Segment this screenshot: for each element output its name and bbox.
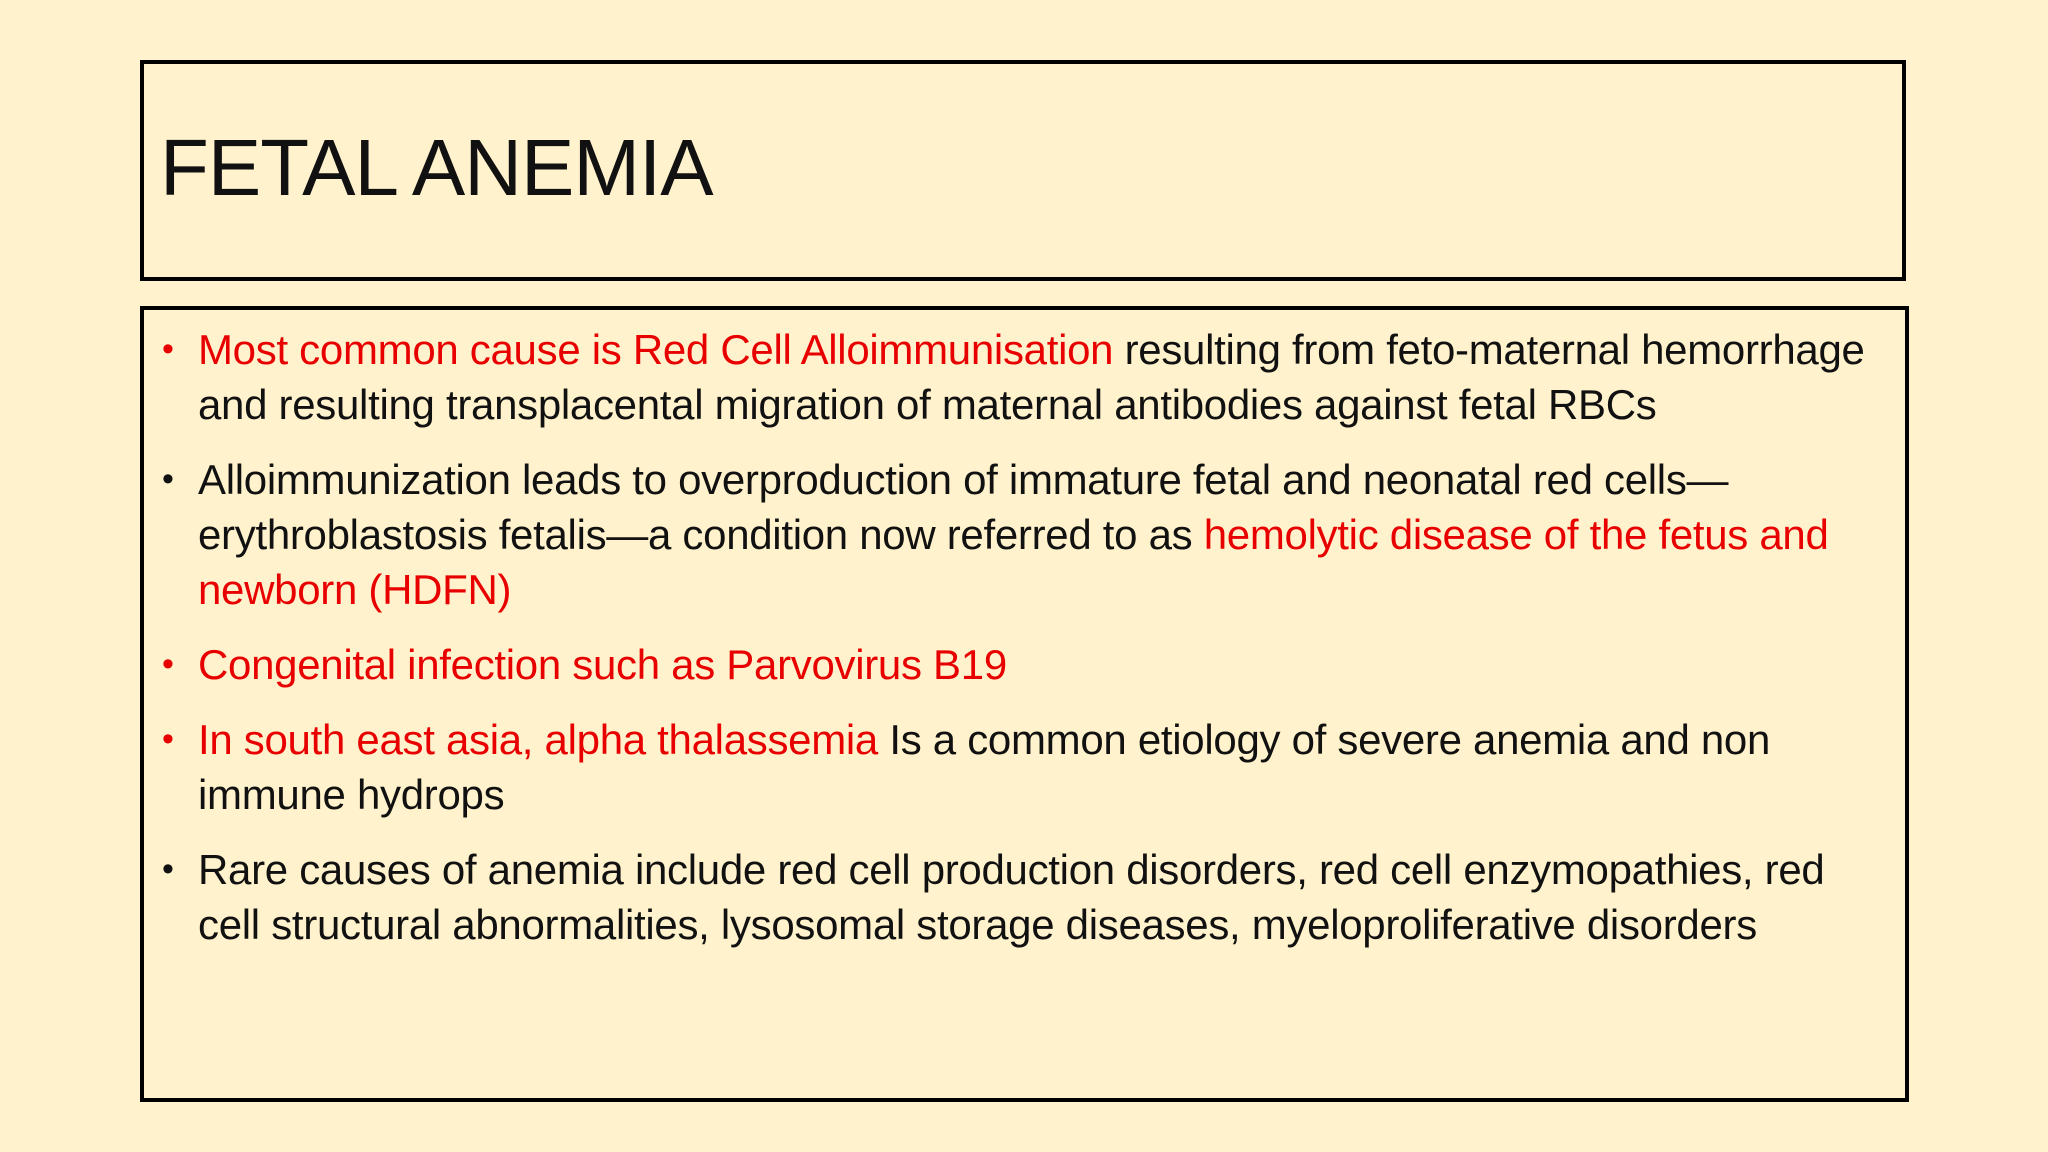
bullet-dot-icon: • [162, 645, 174, 683]
bullet-text-highlight: Most common cause is Red Cell Alloimmunisation [198, 326, 1114, 373]
bullet-dot-icon: • [162, 460, 174, 498]
bullet-text: Alloimmunization leads to overproduction of immature fetal and neonatal red cells—erythroblastosis fetalis—a condition now referred to as [198, 456, 1729, 558]
title-box [140, 60, 1906, 281]
slide-title: FETAL ANEMIA [160, 123, 713, 212]
bullet-text: resulting from feto-maternal hemorrhage and resulting transplacental migration of maternal antibodies against fetal RBCs [198, 326, 1865, 428]
bullet-item [156, 712, 1895, 822]
bullet-dot-icon: • [162, 720, 174, 758]
bullet-item [156, 452, 1895, 617]
bullet-item [156, 842, 1895, 952]
bullet-text: Is a common etiology of severe anemia and non immune hydrops [198, 716, 1771, 818]
bullet-dot-icon: • [162, 330, 174, 368]
content-box [140, 306, 1909, 1102]
bullet-text: Rare causes of anemia include red cell production disorders, red cell enzymopathies, red cell structural abnormalities, lysosomal storage diseases, myeloproliferative disorders [198, 846, 1825, 948]
bullet-text-highlight: Congenital infection such as Parvovirus B19 [198, 641, 1007, 688]
bullet-list [156, 322, 1895, 972]
bullet-text-highlight: In south east asia, alpha thalassemia [198, 716, 878, 763]
bullet-item [156, 322, 1895, 432]
bullet-dot-icon: • [162, 850, 174, 888]
bullet-item [156, 637, 1895, 692]
bullet-text-highlight: hemolytic disease of the fetus and newborn (HDFN) [198, 511, 1829, 613]
